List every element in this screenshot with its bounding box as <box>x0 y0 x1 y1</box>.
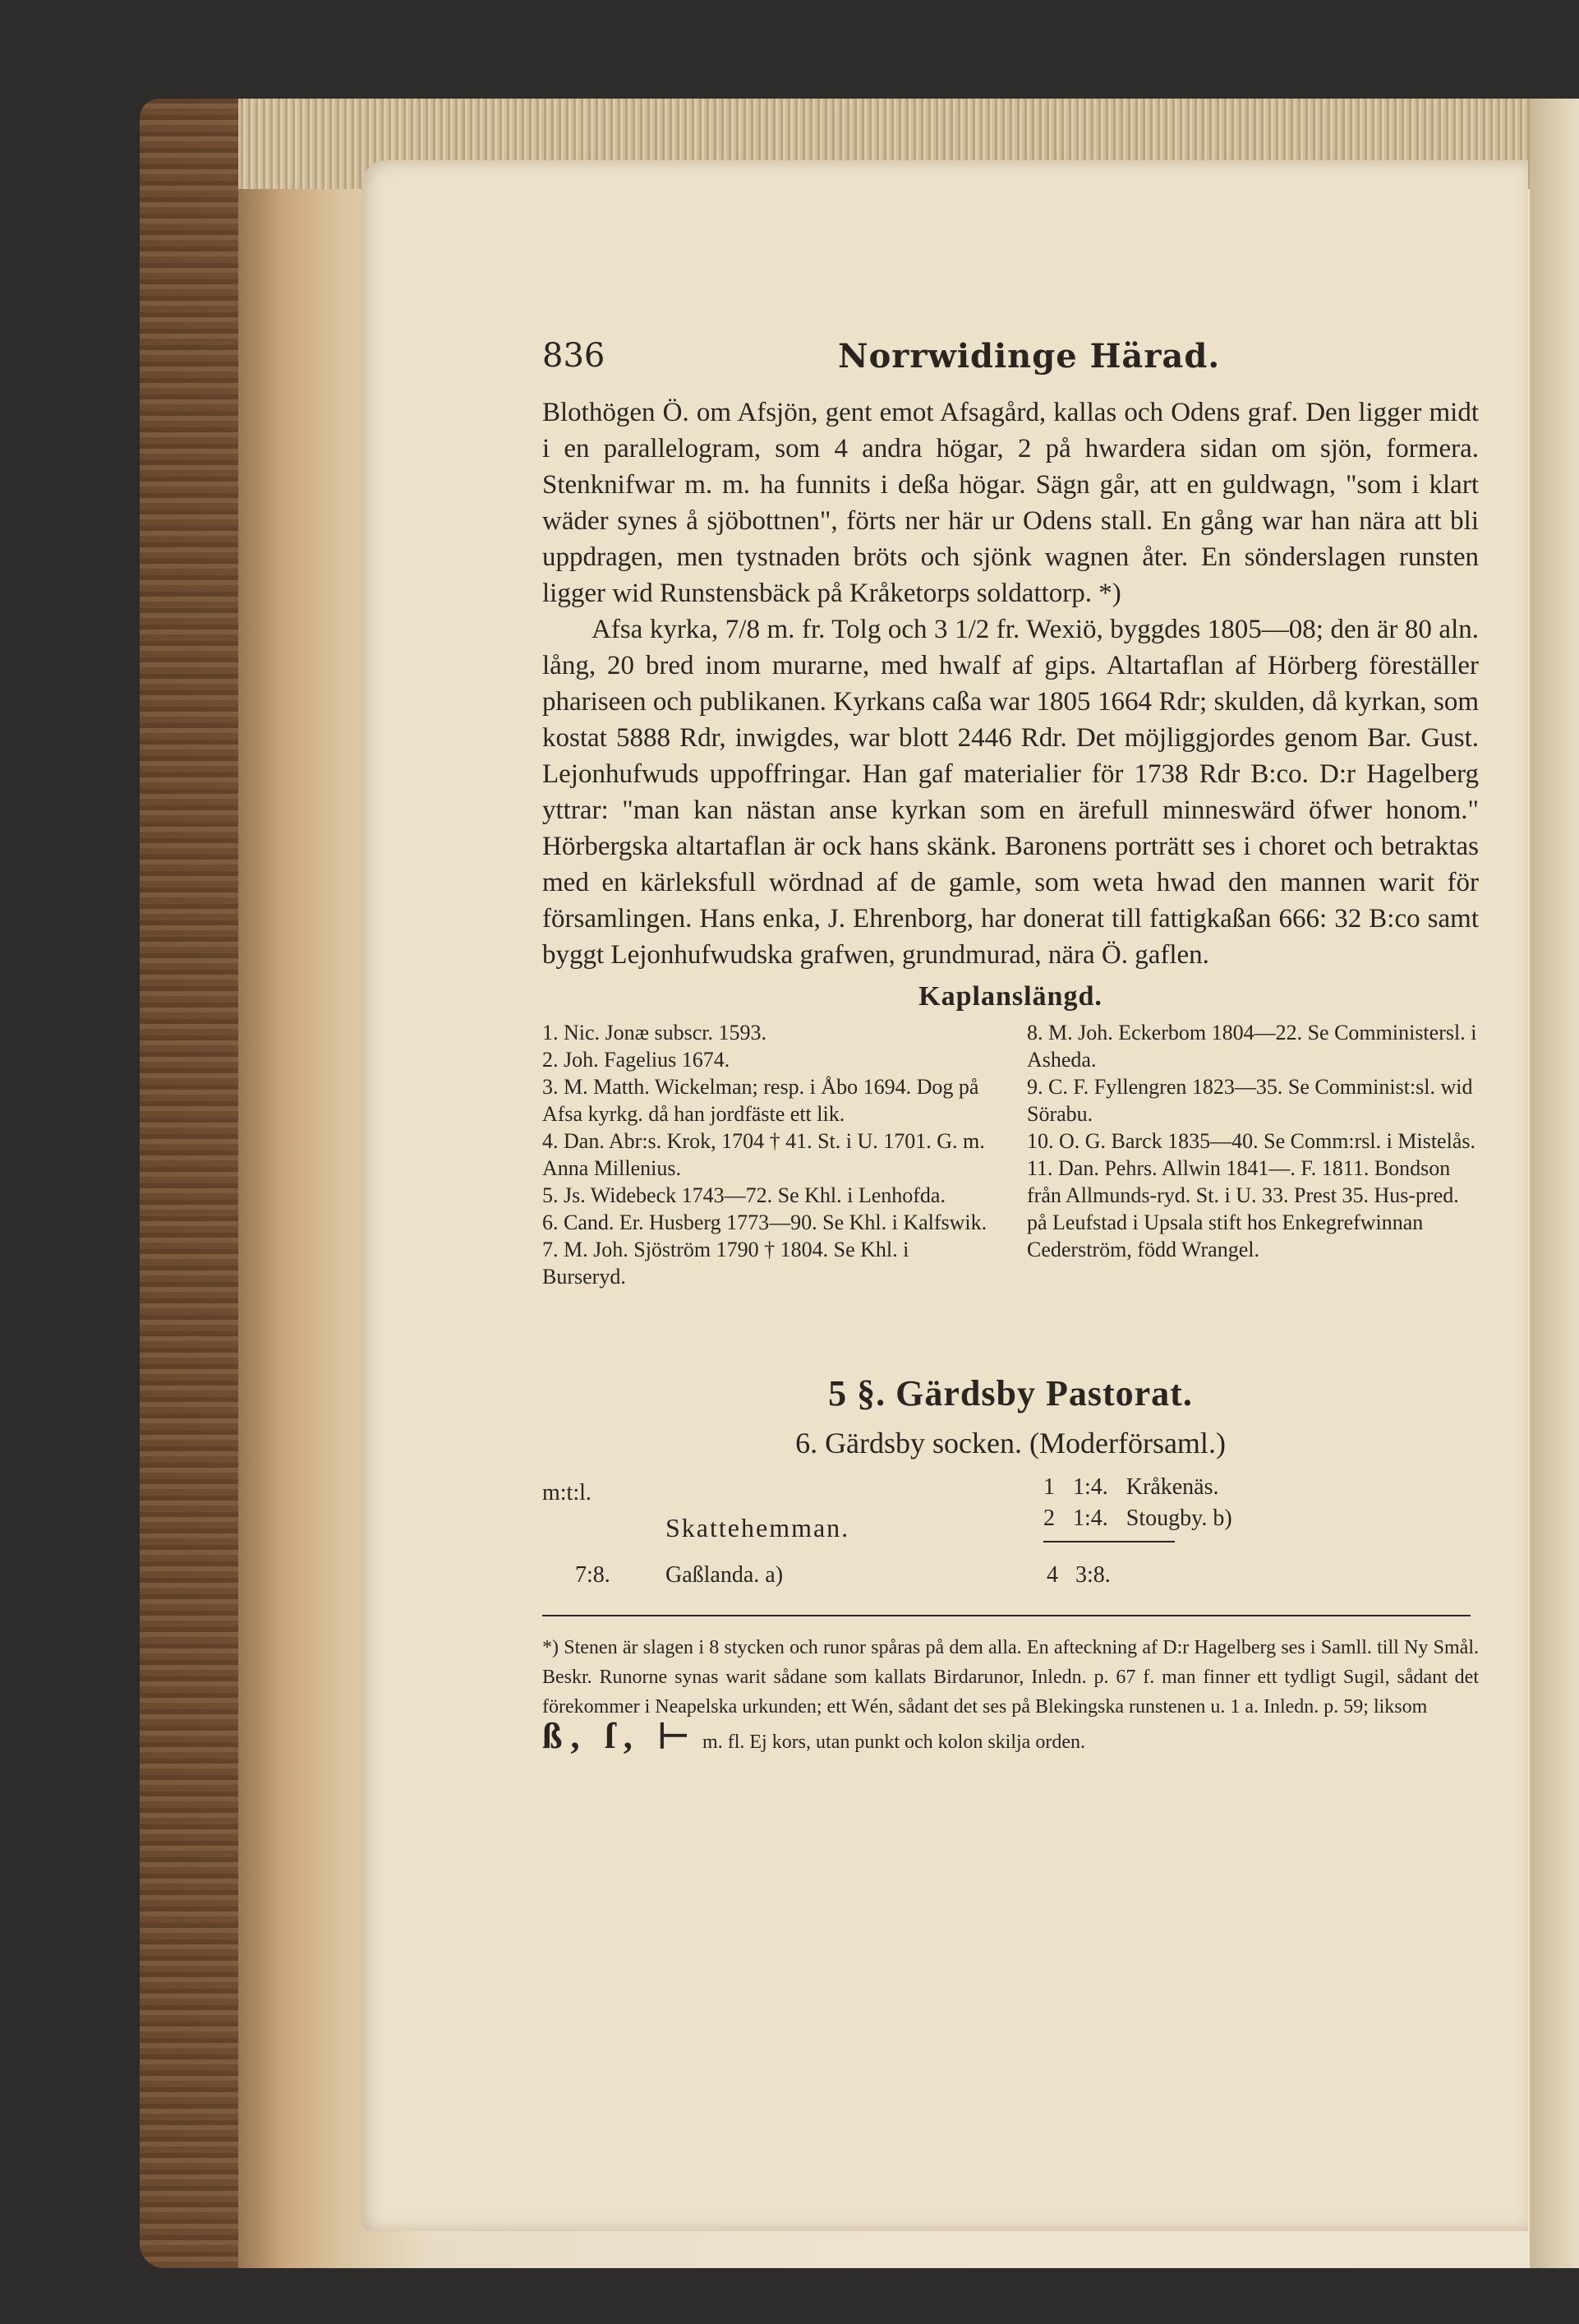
table-row <box>542 1562 1479 1603</box>
row-value: 1:4. <box>1073 1506 1108 1531</box>
footnote <box>542 1633 1479 1757</box>
list-item: 8. M. Joh. Eckerbom 1804—22. Se Comministersl. i Asheda. <box>1027 1021 1477 1072</box>
list-item: 5. Js. Widebeck 1743—72. Se Khl. i Lenhofda. <box>542 1183 946 1207</box>
page-number: 836 <box>542 337 605 375</box>
total-value: 3:8. <box>1075 1562 1111 1588</box>
list-item: 6. Cand. Er. Husberg 1773—90. Se Khl. i Kalfswik. <box>542 1210 987 1234</box>
list-item: 1. Nic. Jonæ subscr. 1593. <box>542 1021 766 1044</box>
sum-rule <box>1043 1541 1175 1542</box>
list-item: 7. M. Joh. Sjöström 1790 † 1804. Se Khl. i Burseryd. <box>542 1238 909 1289</box>
list-item: 2. Joh. Fagelius 1674. <box>542 1048 730 1072</box>
pastorat-heading: 5 §. Gärdsby Pastorat. <box>828 1373 1193 1413</box>
total-number: 4 <box>1047 1562 1058 1588</box>
skattehemman-label: Skattehemman. <box>665 1513 850 1542</box>
chaplain-list-left <box>542 1019 994 1290</box>
page-content <box>542 337 1479 1757</box>
row-value: 7:8. <box>575 1562 610 1588</box>
row-name: Gaßlanda. a) <box>665 1562 784 1588</box>
footnote-divider <box>542 1615 1471 1616</box>
row-name: Kråkenäs. <box>1126 1474 1219 1500</box>
list-item: 4. Dan. Abr:s. Krok, 1704 † 41. St. i U. 1701. G. m. Anna Millenius. <box>542 1129 985 1180</box>
footnote-tail: m. fl. Ej kors, utan punkt och kolon skilja orden. <box>702 1731 1085 1753</box>
farm-table <box>542 1472 1479 1562</box>
running-head <box>542 337 1479 394</box>
list-item: 9. C. F. Fyllengren 1823—35. Se Comminist:sl. wid Sörabu. <box>1027 1075 1473 1126</box>
body-text <box>542 394 1479 973</box>
page-edges-right <box>1530 99 1579 2268</box>
paragraph: Blothögen Ö. om Afsjön, gent emot Afsagård, kallas och Odens graf. Den ligger midt i en parallelogram, som 4 andra högar, 2 på hwardera sidan om sjön, formera. Stenknifwar m. m. ha funnits i deßa högar. Sägn går, att en guldwagn, "som i klart wäder synes å sjöbottnen", förts ner här ur Odens stall. En gång war han nära att bli uppdragen, men tystnaden bröts och sjönk wagnen åter. En sönderslagen runsten ligger wid Runstensbäck på Kråketorps soldattorp. *) <box>542 398 1479 608</box>
row-value: 1:4. <box>1073 1474 1108 1500</box>
row-number: 1 <box>1043 1474 1055 1500</box>
row-name: Stougby. b) <box>1126 1506 1232 1531</box>
book-spine <box>140 99 238 2268</box>
row-number: 2 <box>1043 1506 1055 1531</box>
chaplain-list <box>542 1019 1479 1290</box>
mtl-label: m:t:l. <box>542 1480 592 1506</box>
farm-list-right <box>1043 1472 1232 1534</box>
list-item: 10. O. G. Barck 1835—40. Se Comm:rsl. i Mistelås. <box>1027 1129 1475 1153</box>
list-item: 3. M. Matth. Wickelman; resp. i Åbo 1694. Dog på Afsa kyrkg. då han jordfäste ett lik. <box>542 1075 979 1126</box>
table-row <box>1043 1472 1232 1503</box>
chaplain-list-right <box>1027 1019 1479 1290</box>
paragraph: Afsa kyrka, 7/8 m. fr. Tolg och 3 1/2 fr. Wexiö, byggdes 1805—08; den är 80 aln. lång, 20 bred inom murarne, med hwalf af gips. Altartaflan af Hörberg föreställer phariseen och publikanen. Kyrkans caßa war 1805 1664 Rdr; skulden, då kyrkan, som kostat 5888 Rdr, inwigdes, war blott 2446 Rdr. Det möjliggjordes genom Bar. Gust. Lejonhufwuds uppoffringar. Han gaf materialier för 1738 Rdr B:co. D:r Hagelberg yttrar: "man kan nästan anse kyrkan som en ärefull minneswärd öfwer honom." Hörbergska altartaflan är ock hans skänk. Baronens porträtt ses i choret och betraktas med en kärleksfull wördnad af de gamle, som weta hwad den mannen warit för församlingen. Hans enka, J. Ehrenborg, har donerat till fattigkaßan 666: 32 B:co samt byggt Lejonhufwudska grafwen, grundmurad, nära Ö. gaflen. <box>542 615 1479 970</box>
footnote-text: *) Stenen är slagen i 8 stycken och runor spåras på dem alla. En afteckning af D:r Hagelberg ses i Samll. till Ny Smål. Beskr. Runorne synas warit sådane som kallats Birdarunor, Inledn. p. 67 f. man finner ett tydligt Sugil, sådant det förekommer i Neapelska urkunden; ett Wén, sådant det ses på Blekingska runstenen u. 1 a. Inledn. p. 59; liksom <box>542 1637 1479 1718</box>
parish-heading: 6. Gärdsby socken. (Moderförsaml.) <box>795 1427 1226 1459</box>
running-title: Norrwidinge Härad. <box>838 337 1221 376</box>
rune-glyphs: ß, ſ, ⊢ <box>542 1716 698 1756</box>
row-total <box>1047 1562 1111 1589</box>
list-item: 11. Dan. Pehrs. Allwin 1841—. F. 1811. Bondson från Allmunds-ryd. St. i U. 33. Prest 35. Hus-pred. på Leufstad i Upsala stift hos Enkegrefwinnan Cederström, född Wrangel. <box>1027 1156 1459 1261</box>
section-heading: Kaplanslängd. <box>918 981 1103 1012</box>
table-row <box>1043 1503 1232 1534</box>
